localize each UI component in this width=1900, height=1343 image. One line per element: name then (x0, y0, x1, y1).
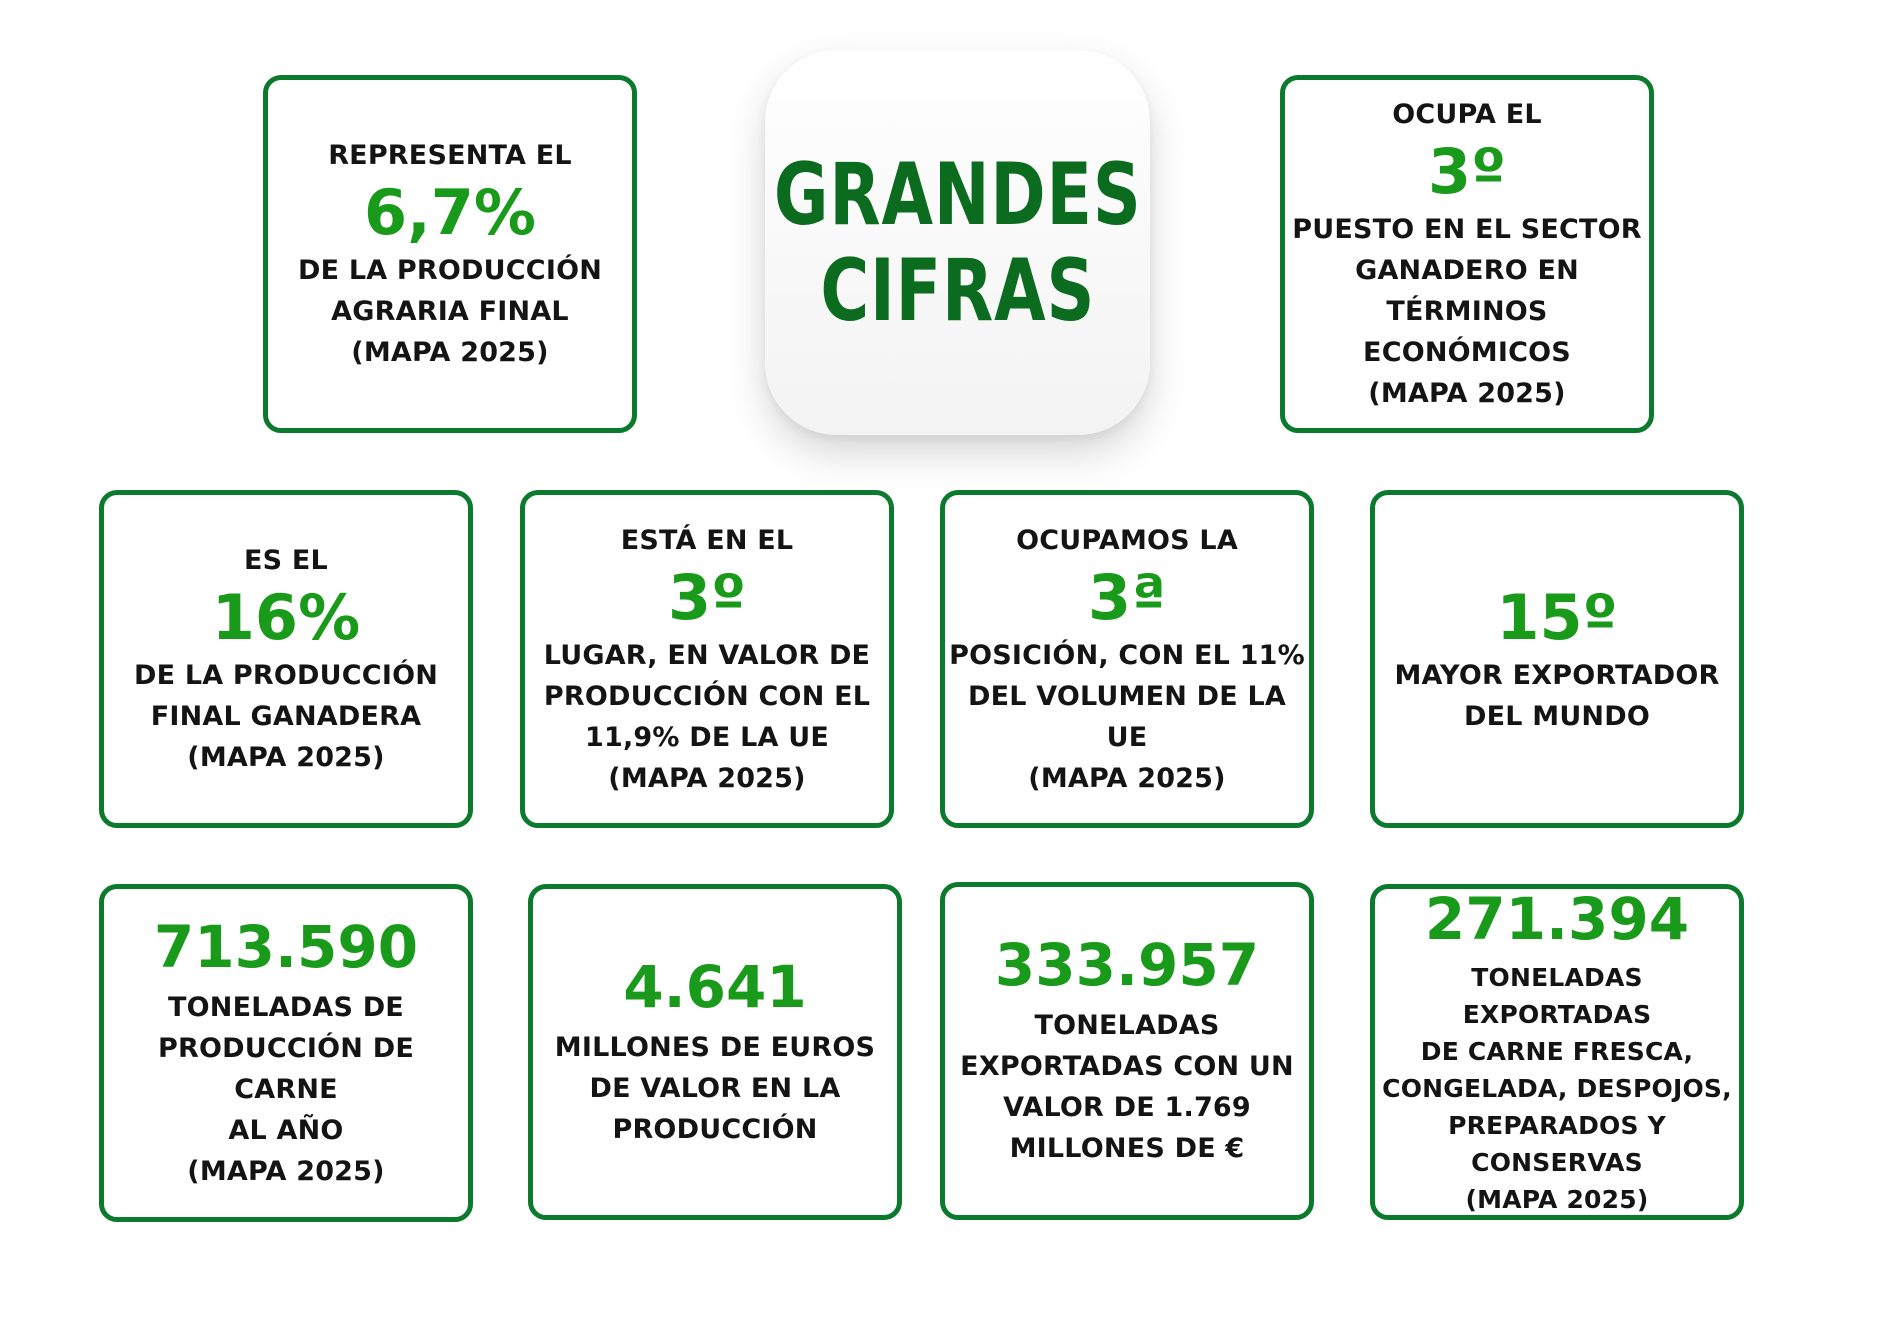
title-line-2: CIFRAS (820, 240, 1095, 341)
card-line: AL AÑO (228, 1114, 344, 1146)
card-intro: OCUPAMOS LA (1016, 524, 1238, 556)
card-value: 713.590 (153, 912, 419, 981)
card-line: FINAL GANADERA (150, 701, 422, 732)
card-line: PRODUCCIÓN CON EL (543, 680, 871, 712)
stat-card-eu-value-rank (520, 490, 894, 828)
card-line: DE LA PRODUCCIÓN (133, 660, 439, 691)
card-value: 3º (667, 560, 747, 634)
card-intro: ESTÁ EN EL (620, 524, 794, 556)
card-source: (MAPA 2025) (187, 1155, 385, 1187)
card-intro: ES EL (244, 545, 328, 576)
card-line: PRODUCCIÓN (612, 1113, 818, 1145)
card-line: AGRARIA FINAL (331, 296, 569, 327)
card-line: DEL MUNDO (1463, 701, 1650, 732)
card-source: (MAPA 2025) (1368, 378, 1566, 409)
card-line: DE LA PRODUCCIÓN (297, 255, 603, 286)
card-value: 3º (1427, 135, 1507, 208)
card-value: 15º (1496, 581, 1618, 654)
card-source: (MAPA 2025) (1465, 1184, 1649, 1214)
card-line: MAYOR EXPORTADOR (1394, 660, 1720, 691)
card-line: MILLONES DE € (1009, 1133, 1245, 1164)
card-value: 4.641 (623, 952, 807, 1021)
title-box (765, 50, 1150, 435)
card-line: PRODUCCIÓN DE CARNE (158, 1032, 414, 1105)
card-line: CONGELADA, DESPOJOS, (1382, 1073, 1732, 1103)
card-line: 11,9% DE LA UE (585, 721, 829, 753)
card-line: GANADERO EN (1355, 255, 1579, 286)
card-source: (MAPA 2025) (187, 742, 385, 773)
card-line: DE CARNE FRESCA, (1420, 1036, 1694, 1066)
card-value: 16% (211, 581, 361, 654)
stat-card-livestock-share (99, 490, 473, 828)
stat-card-exported-tonnes (940, 882, 1314, 1220)
card-value: 333.957 (994, 931, 1260, 999)
card-line: TONELADAS DE (168, 991, 404, 1023)
card-source: (MAPA 2025) (608, 762, 806, 794)
stat-card-eu-volume-rank (940, 490, 1314, 828)
card-value: 6,7% (364, 176, 536, 249)
card-line: PUESTO EN EL SECTOR (1292, 214, 1642, 245)
card-intro: OCUPA EL (1392, 99, 1542, 130)
card-line: DE VALOR EN LA (589, 1072, 841, 1104)
card-line: PREPARADOS Y CONSERVAS (1448, 1110, 1666, 1177)
stat-card-world-exporter (1370, 490, 1744, 828)
card-line: DEL VOLUMEN DE LA UE (967, 680, 1287, 753)
stat-card-agrarian-share (263, 75, 637, 433)
card-line: LUGAR, EN VALOR DE (543, 639, 871, 671)
card-line: TONELADAS EXPORTADAS (1462, 962, 1652, 1029)
title-line-1: GRANDES (773, 144, 1142, 245)
card-intro: REPRESENTA EL (328, 140, 572, 171)
card-line: EXPORTADAS CON UN (960, 1051, 1294, 1082)
card-line: ECONÓMICOS (1363, 337, 1571, 368)
card-line: TÉRMINOS (1386, 296, 1548, 327)
stat-card-sector-rank (1280, 75, 1654, 433)
card-line: POSICIÓN, CON EL 11% (949, 639, 1305, 671)
card-value: 3ª (1087, 560, 1167, 634)
stat-card-production-value (528, 884, 902, 1220)
card-source: (MAPA 2025) (1028, 762, 1226, 794)
card-value: 271.394 (1424, 884, 1690, 953)
card-line: TONELADAS (1034, 1010, 1220, 1041)
stat-card-meat-tonnes (99, 884, 473, 1222)
card-line: VALOR DE 1.769 (1003, 1092, 1251, 1123)
card-line: MILLONES DE EUROS (554, 1031, 876, 1063)
stat-card-meat-exports (1370, 884, 1744, 1220)
card-source: (MAPA 2025) (351, 337, 549, 368)
